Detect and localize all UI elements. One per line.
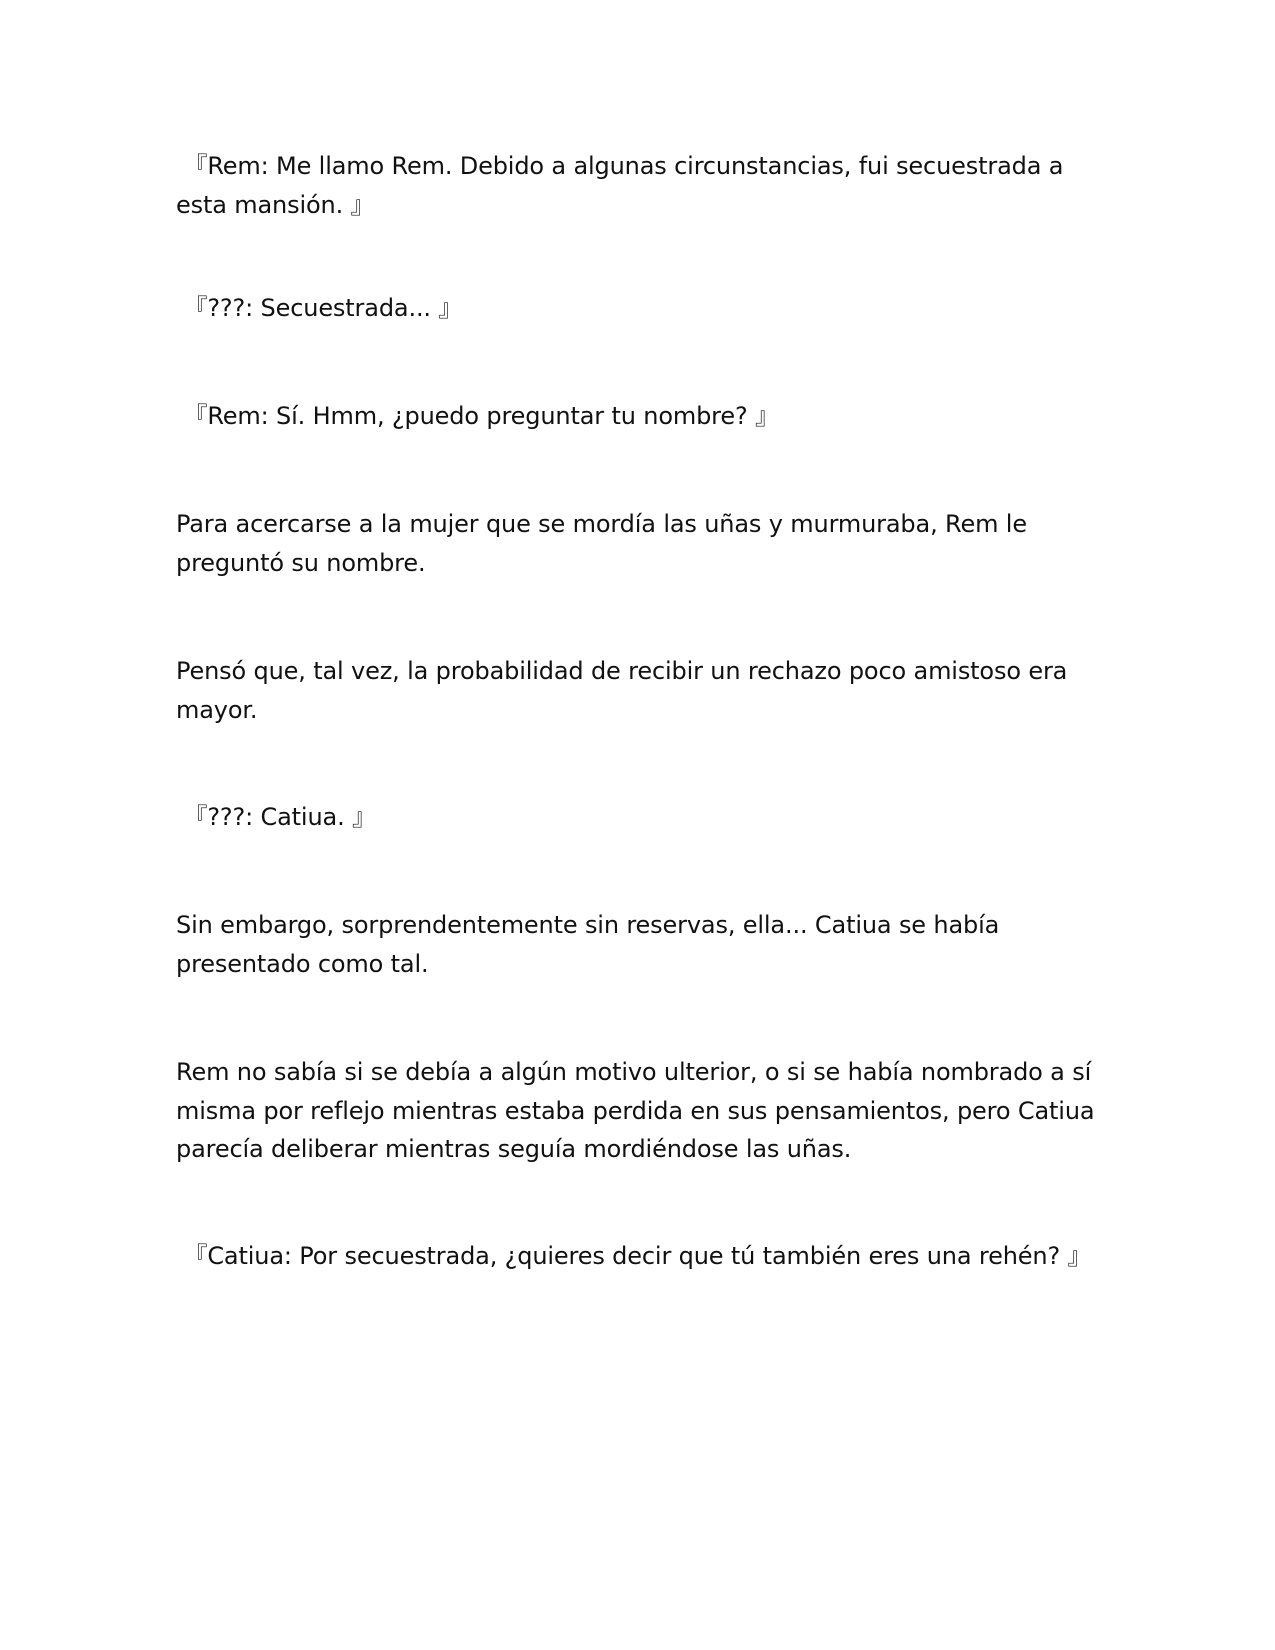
dialogue-unknown-catiua: 『???: Catiua. 』 [176, 803, 376, 831]
narration-paragraph: Pensó que, tal vez, la probabilidad de recibir un rechazo poco amistoso era mayor. [176, 657, 1068, 724]
dialogue-rem-asks-name: 『Rem: Sí. Hmm, ¿puedo preguntar tu nombre? 』 [176, 402, 779, 430]
dialogue-unknown-secuestrada: 『???: Secuestrada... 』 [176, 294, 463, 322]
dialogue-rem-introduction: 『Rem: Me llamo Rem. Debido a algunas circunstancias, fui secuestrada a esta mansión. 』 [176, 152, 1064, 219]
narration-paragraph: Para acercarse a la mujer que se mordía las uñas y murmuraba, Rem le preguntó su nombre. [176, 510, 1027, 577]
dialogue-catiua-question: 『Catiua: Por secuestrada, ¿quieres decir que tú también eres una rehén? 』 [176, 1242, 1092, 1270]
narration-paragraph: Sin embargo, sorprendentemente sin reservas, ella... Catiua se había presentado como tal. [176, 911, 1000, 978]
narration-paragraph: Rem no sabía si se debía a algún motivo ulterior, o si se había nombrado a sí misma por reflejo mientras estaba perdida en sus pensamientos, pero Catiua parecía deliberar mientras seguía mordiéndose las uñas. [176, 1058, 1095, 1163]
